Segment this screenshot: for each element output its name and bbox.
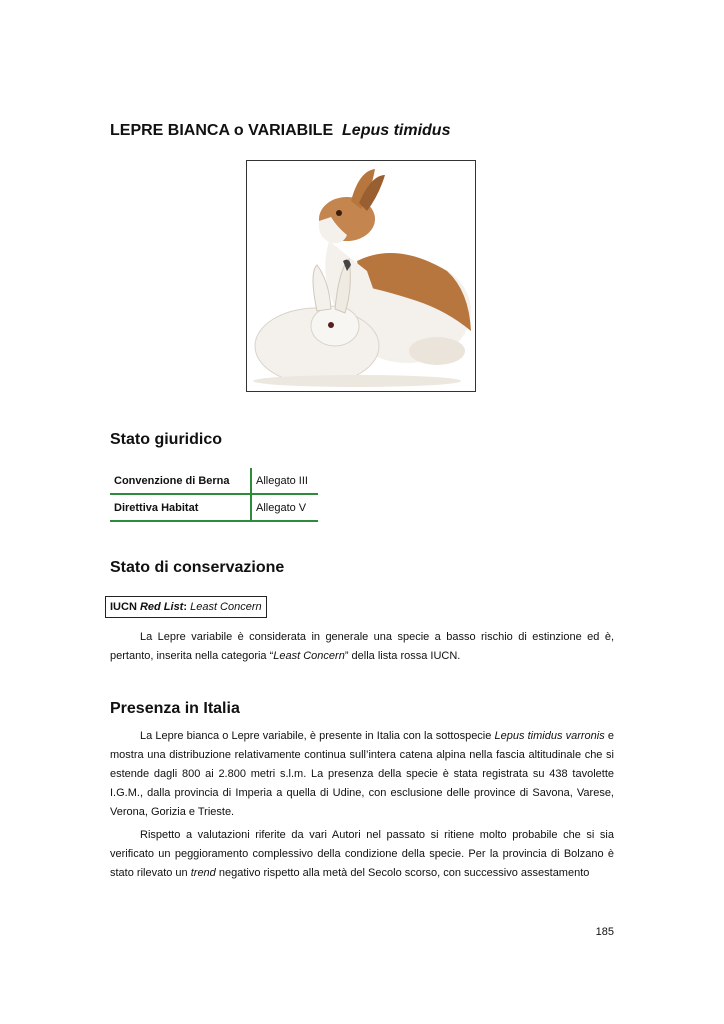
legal-value-habitat: Allegato V	[251, 494, 318, 521]
red-list-label: Red List	[139, 601, 184, 613]
italy-paragraph-1: La Lepre bianca o Lepre variabile, è presente in Italia con la sottospecie Lepus timidus varronis e mostra una distribuzione relativamente continua sull’intera catena alpina nella fascia altitudinale che si estende dagli 800 ai 2.800 metri s.l.m. La presenza della specie è stata registrata su 438 tavolette I.G.M., dalla provincia di Imperia a quella di Udine, con esclusione delle province di Savona, Varese, Verona, Gorizia e Trieste.	[110, 730, 614, 818]
legal-value-berna: Allegato III	[251, 468, 318, 494]
legal-label-habitat: Direttiva Habitat	[110, 494, 251, 521]
italy-paragraph-2: Rispetto a valutazioni riferite da vari Autori nel passato si ritiene molto probabile che si sia verificato un peggioramento complessivo della condizione della specie. Per la provincia di Bolzano è stato rilevato un trend negativo rispetto alla metà del Secolo scorso, con successivo assestamento	[110, 829, 614, 879]
conservation-paragraph: La Lepre variabile è considerata in generale una specie a basso rischio di estinzione ed è, pertanto, inserita nella categoria “Least Concern” della lista rossa IUCN.	[110, 631, 614, 662]
iucn-status-box	[105, 596, 267, 618]
conservation-heading: Stato di conservazione	[110, 559, 285, 576]
white-hare-head	[311, 306, 359, 346]
brown-hare-legs	[409, 337, 465, 365]
legal-status-table	[110, 468, 318, 522]
ground-shadow	[253, 375, 461, 387]
iucn-colon: :	[183, 601, 188, 613]
table-row	[110, 494, 318, 521]
hare-illustration-icon	[247, 161, 475, 391]
italy-heading: Presenza in Italia	[110, 700, 240, 717]
iucn-status: Least Concern	[190, 601, 262, 613]
iucn-label: IUCN	[110, 601, 137, 613]
page-title	[110, 122, 450, 140]
table-row	[110, 468, 318, 494]
brown-hare-eye	[336, 210, 342, 216]
hare-figure	[246, 160, 476, 392]
legal-status-heading: Stato giuridico	[110, 431, 222, 448]
title-scientific-name: Lepus timidus	[342, 122, 451, 139]
page-number: 185	[595, 926, 614, 938]
legal-label-berna: Convenzione di Berna	[110, 468, 251, 494]
white-hare-eye	[328, 322, 334, 328]
title-common-name: LEPRE BIANCA o VARIABILE	[110, 122, 334, 139]
